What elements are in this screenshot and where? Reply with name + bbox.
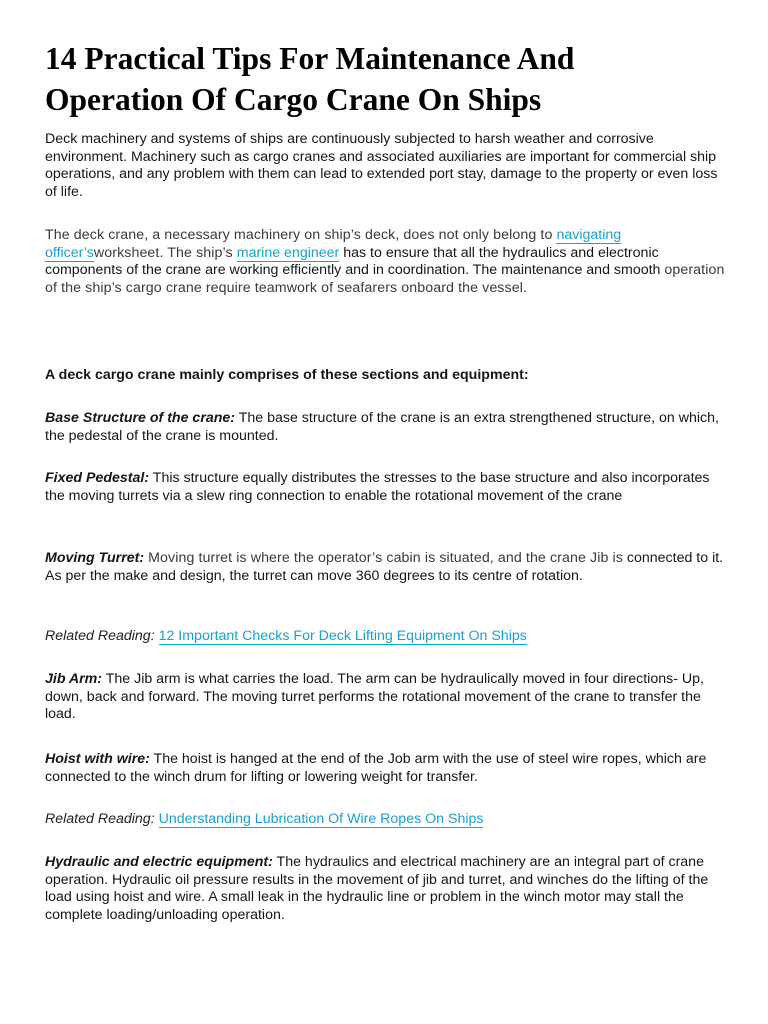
item-hydraulic-electric [45, 854, 725, 924]
wire-ropes-lubrication-link[interactable]: Understanding Lubrication Of Wire Ropes On Ships [158, 811, 484, 827]
item-text-light: Moving turret is where the operator’s cabin is situated, and the crane Jib is [144, 550, 623, 566]
item-text: The base structure of the crane is an extra strengthened structure, on which, the pedestal of the crane is mounted. [45, 410, 719, 444]
page-title [45, 38, 735, 120]
item-term: Fixed Pedestal: [45, 470, 150, 486]
related-reading-2 [45, 811, 725, 829]
item-moving-turret [45, 550, 725, 585]
item-text: connected to it. As per the make and design, the turret can move 360 degrees to its centre of rotation. [45, 550, 724, 584]
item-term: Base Structure of the crane: [45, 410, 236, 426]
section-heading: A deck cargo crane mainly comprises of these sections and equipment: [45, 367, 529, 383]
item-term: Hydraulic and electric equipment: [45, 854, 273, 870]
item-jib-arm [45, 671, 725, 724]
related-label: Related Reading: [45, 628, 159, 644]
crane-text-2: worksheet. The ship’s [93, 244, 237, 261]
item-text: The hoist is hanged at the end of the Job arm with the use of steel wire ropes, which are connected to the winch drum for lifting or lowering weight for transfer. [45, 751, 707, 785]
item-base-structure [45, 410, 725, 445]
item-text: The hydraulics and electrical machinery are an integral part of crane operation. Hydraulic oil pressure results in the movement of jib and turret, and winches do the lifting of the load using hoist and wire. A small leak in the hydraulic line or problem in the winch motor may stall the complete loading/unloading operation. [45, 854, 709, 923]
crane-paragraph [45, 227, 725, 297]
intro-paragraph: Deck machinery and systems of ships are continuously subjected to harsh weather and corrosive environment. Machinery such as cargo cranes and associated auxiliaries are important for commercial ship operations, and any problem with them can lead to extended port stay, damage to the property or even loss of life. [45, 131, 718, 200]
related-reading-1 [45, 628, 725, 646]
related-label: Related Reading: [45, 811, 159, 827]
title-line-2: Operation Of Cargo Crane On Ships [45, 82, 542, 117]
crane-text-4: operation of the ship’s cargo crane require teamwork of seafarers onboard the vessel. [45, 262, 725, 296]
item-term: Jib Arm: [45, 671, 103, 687]
deck-lifting-checks-link[interactable]: 12 Important Checks For Deck Lifting Equipment On Ships [158, 628, 527, 644]
crane-text-1: The deck crane, a necessary machinery on ship’s deck, does not only belong to [45, 227, 557, 243]
marine-engineer-link[interactable]: marine engineer [236, 244, 340, 261]
navigating-officer-link[interactable]: navigating officer’s [45, 227, 622, 261]
title-line-1: 14 Practical Tips For Maintenance And [45, 41, 575, 76]
item-text: The Jib arm is what carries the load. The arm can be hydraulically moved in four directions- Up, down, back and forward. The moving turret performs the rotational movement of the crane to transfer the load. [45, 671, 704, 722]
crane-text-3: has to ensure that all the hydraulics and electronic components of the crane are working efficiently and in coordination. The maintenance and smooth [45, 244, 665, 278]
item-term: Hoist with wire: [45, 751, 150, 767]
item-term: Moving Turret: [45, 550, 145, 566]
item-text: This structure equally distributes the stresses to the base structure and also incorporates the moving turrets via a slew ring connection to enable the rotational movement of the crane [45, 470, 710, 504]
item-fixed-pedestal [45, 470, 725, 505]
item-hoist-wire [45, 751, 725, 786]
